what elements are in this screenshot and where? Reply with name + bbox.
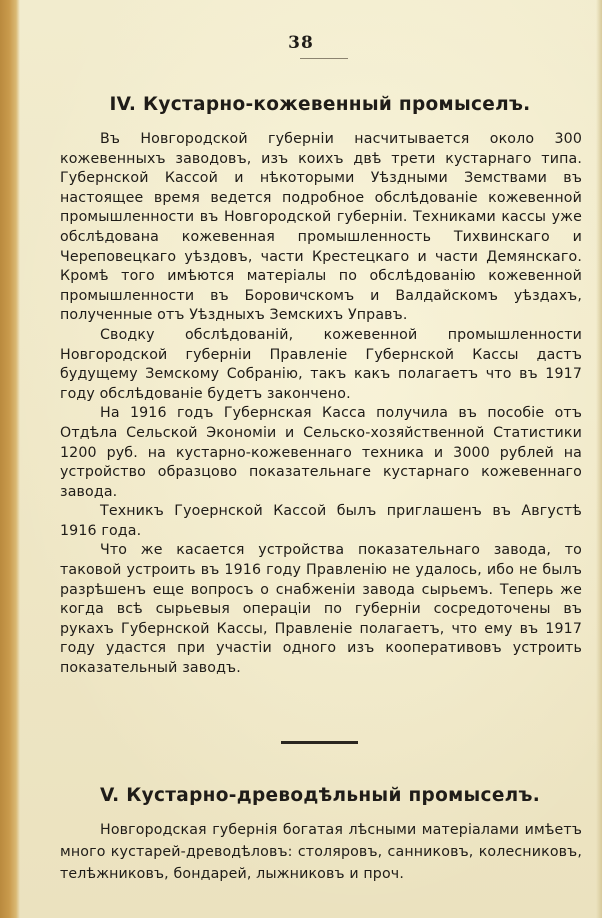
paragraph: Техникъ Гуоернской Кассой былъ приглашенъ въ Августѣ 1916 года. [60, 503, 582, 539]
page-number-underline [300, 58, 348, 59]
paragraph: Въ Новгородской губерніи насчитывается около 300 кожевенныхъ заводовъ, изъ коихъ двѣ трети кустарнаго типа. Губернской Кассой и нѣкоторыми Уѣздными Земствами въ настоящее время ведется подробное обслѣдованіе кожевенной промышленности въ Новгородской губерніи. Техниками кассы уже обслѣдована кожевенная промышленность Тихвинскаго и Череповецкаго уѣздовъ, части Крестецкаго и части Демянскаго. Кромѣ того имѣются матеріалы по обслѣдованію кожевенной промышленности въ Боровичскомъ и Валдайскомъ уѣздахъ, полученные отъ Уѣздныхъ Земскихъ Управъ. [60, 131, 582, 324]
section-heading-woodworking-craft: V. Кустарно-древодѣльный промыселъ. [99, 785, 541, 806]
section-body-woodworking-craft [60, 819, 582, 885]
page-right-edge [596, 0, 602, 918]
paragraph: Что же касается устройства показательнаго завода, то таковой устроить въ 1916 году Правленію не удалось, ибо не былъ разрѣшенъ еще вопросъ о снабженіи завода сырьемъ. Теперь же когда всѣ сырьевыя операціи по губерніи сосредоточены въ рукахъ Губернской Кассы, Правленіе полагаетъ, что ему въ 1917 году удастся при участіи одного изъ кооперативовъ устроить показательный заводъ. [60, 542, 582, 677]
section-heading-leather-craft: IV. Кустарно-кожевенный промыселъ. [109, 94, 531, 115]
paragraph: Сводку обслѣдованій, кожевенной промышленности Новгородской губерніи Правленіе Губернской Кассы дастъ будущему Земскому Собранію, такъ какъ полагаетъ что въ 1917 году обслѣдованіе будетъ закончено. [60, 326, 582, 402]
section-body-leather-craft [60, 130, 582, 679]
paragraph: На 1916 годъ Губернская Касса получила въ пособіе отъ Отдѣла Сельской Экономіи и Сельско-хозяйственной Статистики 1200 руб. на кустарно-кожевеннаго техника и 3000 рублей на устройство образцово показательнаге кустарнаго кожевеннаго завода. [60, 405, 582, 500]
page-binding-edge [0, 0, 20, 918]
page-number: 38 [288, 33, 314, 53]
paragraph: Новгородская губернія богатая лѣсными матеріалами имѣетъ много кустарей-древодѣловъ: столяровъ, санниковъ, колесниковъ, телѣжниковъ, бондарей, лыжниковъ и проч. [60, 822, 582, 882]
section-divider [281, 741, 358, 744]
